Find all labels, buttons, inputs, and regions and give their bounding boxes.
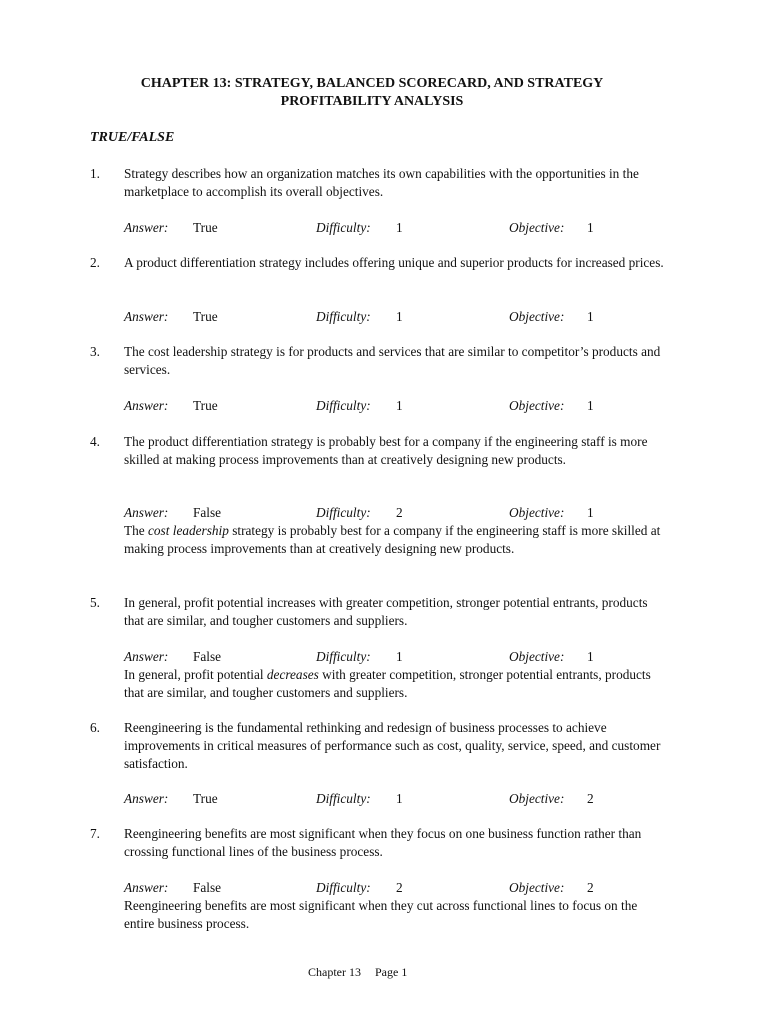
section-heading: TRUE/FALSE [90, 130, 175, 145]
answer-label: Answer: [124, 220, 169, 235]
question-text: Strategy describes how an organization matches its own capabilities with the opportunities in the marketplace to accomplish its overall objectives. [124, 166, 639, 199]
footer-chapter: Chapter 13 [308, 965, 361, 979]
difficulty-value: 1 [396, 309, 403, 324]
objective-value: 1 [587, 220, 594, 235]
objective-label: Objective: [509, 791, 565, 806]
objective-label: Objective: [509, 649, 565, 664]
difficulty-value: 1 [396, 791, 403, 806]
objective-label: Objective: [509, 220, 565, 235]
page-footer [308, 963, 407, 981]
objective-label: Objective: [509, 398, 565, 413]
answer-value: False [193, 649, 222, 664]
question-text: In general, profit potential increases with greater competition, stronger potential entrants, products that are similar, and tougher customers and suppliers. [124, 595, 648, 628]
question-number: 3. [90, 344, 100, 359]
title-line-2: PROFITABILITY ANALYSIS [280, 94, 464, 109]
question-number: 1. [90, 166, 100, 181]
question-number: 2. [90, 255, 100, 270]
question-number: 6. [90, 720, 100, 735]
objective-value: 2 [587, 791, 594, 806]
difficulty-label: Difficulty: [316, 649, 371, 664]
answer-value: False [193, 505, 222, 520]
explanation-text: with greater competition, stronger potential entrants, products that are similar, and tougher customers and suppliers. [124, 667, 651, 700]
explanation-text: strategy is probably best for a company if the engineering staff is more skilled at making process improvements than at creatively designing new products. [124, 523, 661, 556]
answer-label: Answer: [124, 649, 169, 664]
answer-label: Answer: [124, 309, 169, 324]
answer-value: False [193, 880, 222, 895]
difficulty-label: Difficulty: [316, 309, 371, 324]
difficulty-value: 1 [396, 220, 403, 235]
difficulty-label: Difficulty: [316, 791, 371, 806]
objective-label: Objective: [509, 309, 565, 324]
question-text: Reengineering benefits are most significant when they focus on one business function rather than crossing functional lines of the business process. [124, 826, 642, 859]
answer-explanation: Reengineering benefits are most significant when they cut across functional lines to focus on the entire business process. [124, 898, 638, 931]
answer-label: Answer: [124, 505, 169, 520]
title-line-1: CHAPTER 13: STRATEGY, BALANCED SCORECARD, AND STRATEGY [140, 76, 604, 91]
difficulty-value: 1 [396, 398, 403, 413]
difficulty-label: Difficulty: [316, 880, 371, 895]
question-text: A product differentiation strategy includes offering unique and superior products for increased prices. [124, 255, 664, 270]
difficulty-value: 2 [396, 880, 403, 895]
difficulty-label: Difficulty: [316, 398, 371, 413]
difficulty-value: 2 [396, 505, 403, 520]
question-number: 4. [90, 434, 100, 449]
objective-value: 2 [587, 880, 594, 895]
objective-value: 1 [587, 505, 594, 520]
answer-value: True [193, 309, 218, 324]
objective-label: Objective: [509, 505, 565, 520]
explanation-text: The [124, 523, 148, 538]
question-text: The product differentiation strategy is probably best for a company if the engineering staff is more skilled at making process improvements than at creatively designing new products. [124, 434, 648, 467]
question-text: Reengineering is the fundamental rethinking and redesign of business processes to achieve improvements in critical measures of performance such as cost, quality, service, speed, and customer satisfaction. [124, 720, 661, 771]
objective-value: 1 [587, 649, 594, 664]
objective-value: 1 [587, 398, 594, 413]
footer-page-number: Page 1 [375, 965, 408, 979]
explanation-emphasis: decreases [266, 667, 319, 682]
page-title [0, 75, 744, 111]
explanation-emphasis: cost leadership [148, 523, 229, 538]
answer-explanation [124, 522, 664, 558]
objective-value: 1 [587, 309, 594, 324]
answer-label: Answer: [124, 791, 169, 806]
question-number: 7. [90, 826, 100, 841]
answer-explanation [124, 666, 664, 702]
difficulty-label: Difficulty: [316, 505, 371, 520]
explanation-text: In general, profit potential [124, 667, 267, 682]
answer-value: True [193, 791, 218, 806]
question-number: 5. [90, 595, 100, 610]
objective-label: Objective: [509, 880, 565, 895]
answer-value: True [193, 220, 218, 235]
answer-label: Answer: [124, 398, 169, 413]
question-text: The cost leadership strategy is for products and services that are similar to competitor’s products and services. [124, 344, 661, 377]
difficulty-label: Difficulty: [316, 220, 371, 235]
difficulty-value: 1 [396, 649, 403, 664]
answer-value: True [193, 398, 218, 413]
answer-label: Answer: [124, 880, 169, 895]
